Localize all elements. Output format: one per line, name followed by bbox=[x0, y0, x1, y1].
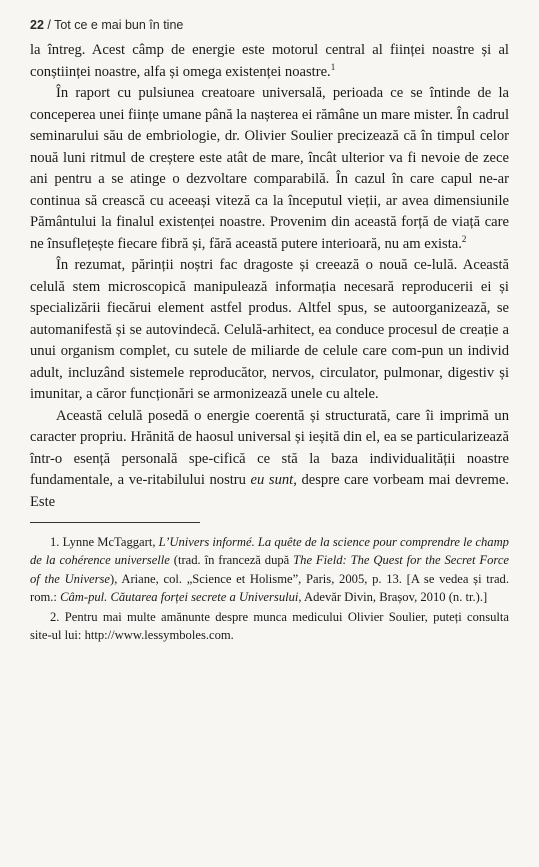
text-run: În raport cu pulsiunea creatoare universală, perioada ce se întinde de la conceperea unei ființe umane până la nașterea ei rămâne un mare mister. În cadrul seminarului său de embriologie, dr. Olivier Soulier precizează că în timpul celor nouă luni ritmul de creștere este atât de mare, încât ulterior va fi nevoie de zece ani pentru a se atinge o dezvoltare comparabilă. În cazul în care capul ne-ar continua să crească cu aceeași viteză ca la începutul vieții, ar avea dimensiunile Pământului la finalul existenței noastre. Provenim din această forță de viață care ne însuflețește fiecare fibră și, fără această putere interioară, nu am exista. bbox=[30, 85, 509, 252]
paragraph bbox=[30, 406, 509, 514]
text-run: 1. Lynne McTaggart, bbox=[50, 535, 159, 549]
italic-text: Câm-pul. Căutarea forței secrete a Universului bbox=[60, 590, 299, 605]
text-run: ), Ariane, col. „Science et Holisme”, Paris, 2005, p. 13. [A se vedea și trad. rom.: bbox=[30, 571, 509, 605]
footnote bbox=[30, 608, 509, 645]
paragraph bbox=[30, 83, 509, 255]
text-run: În rezumat, părinții noștri fac dragoste și creează o nouă ce-lulă. Această celulă stem microscopică manipulează informația necesară reproducerii ei și specializării fiecărui element astfel produs. Altfel spus, se autoorganizează, se automanifestă și se autovindecă. Celulă-arhitect, ea conduce procesul de creație a unui organism complet, cu sutele de miliarde de celule care com-pun un individ adult, incluzând sistemele reproducător, nervos, circulator, pulmonar, digestiv și imunitar, a căror funcționări se armonizează unele cu altele. bbox=[30, 257, 509, 402]
italic-text: eu sunt bbox=[250, 472, 294, 488]
footnotes bbox=[30, 533, 509, 644]
header-separator: / bbox=[43, 18, 55, 32]
italic-text: L’Univers informé. La quête de la science pour comprendre le champ de la cohérence universelle bbox=[30, 535, 509, 568]
text-run: Această celulă posedă o energie coerentă și structurată, care îi imprimă un caracter propriu. Hrănită de haosul universal și ieșită din el, ea se particularizează într-o esență personală spe-cifică ce stă la baza individualității noastre fundamentale, a ve-ritabilului nostru bbox=[30, 407, 509, 488]
text-run: , Adevăr Divin, Brașov, 2010 (n. tr.).] bbox=[298, 590, 488, 605]
body-text bbox=[30, 40, 509, 513]
running-header bbox=[30, 14, 509, 36]
text-run: 2. Pentru mai multe amănunte despre munca medicului Olivier Soulier, puteți consulta site-ul lui: http://www.lessymboles.com. bbox=[30, 609, 509, 643]
paragraph bbox=[30, 255, 509, 406]
italic-text: The Field: The Quest for the Secret Force of the Universe bbox=[30, 553, 509, 586]
footnote bbox=[30, 533, 509, 607]
book-title: Tot ce e mai bun în tine bbox=[54, 18, 184, 32]
paragraph bbox=[30, 40, 509, 83]
footnote-reference: 2 bbox=[461, 233, 467, 244]
text-run: (trad. în franceză după bbox=[169, 553, 294, 568]
footnote-divider bbox=[30, 522, 200, 523]
text-run: la întreg. Acest câmp de energie este motorul central al ființei noastre și al conștiinței noastre, alfa și omega existenței noastre. bbox=[30, 42, 509, 80]
text-run: , despre care vorbeam mai devreme. Este bbox=[30, 472, 509, 510]
footnote-reference: 1 bbox=[330, 61, 336, 72]
page-number: 22 bbox=[30, 18, 44, 32]
